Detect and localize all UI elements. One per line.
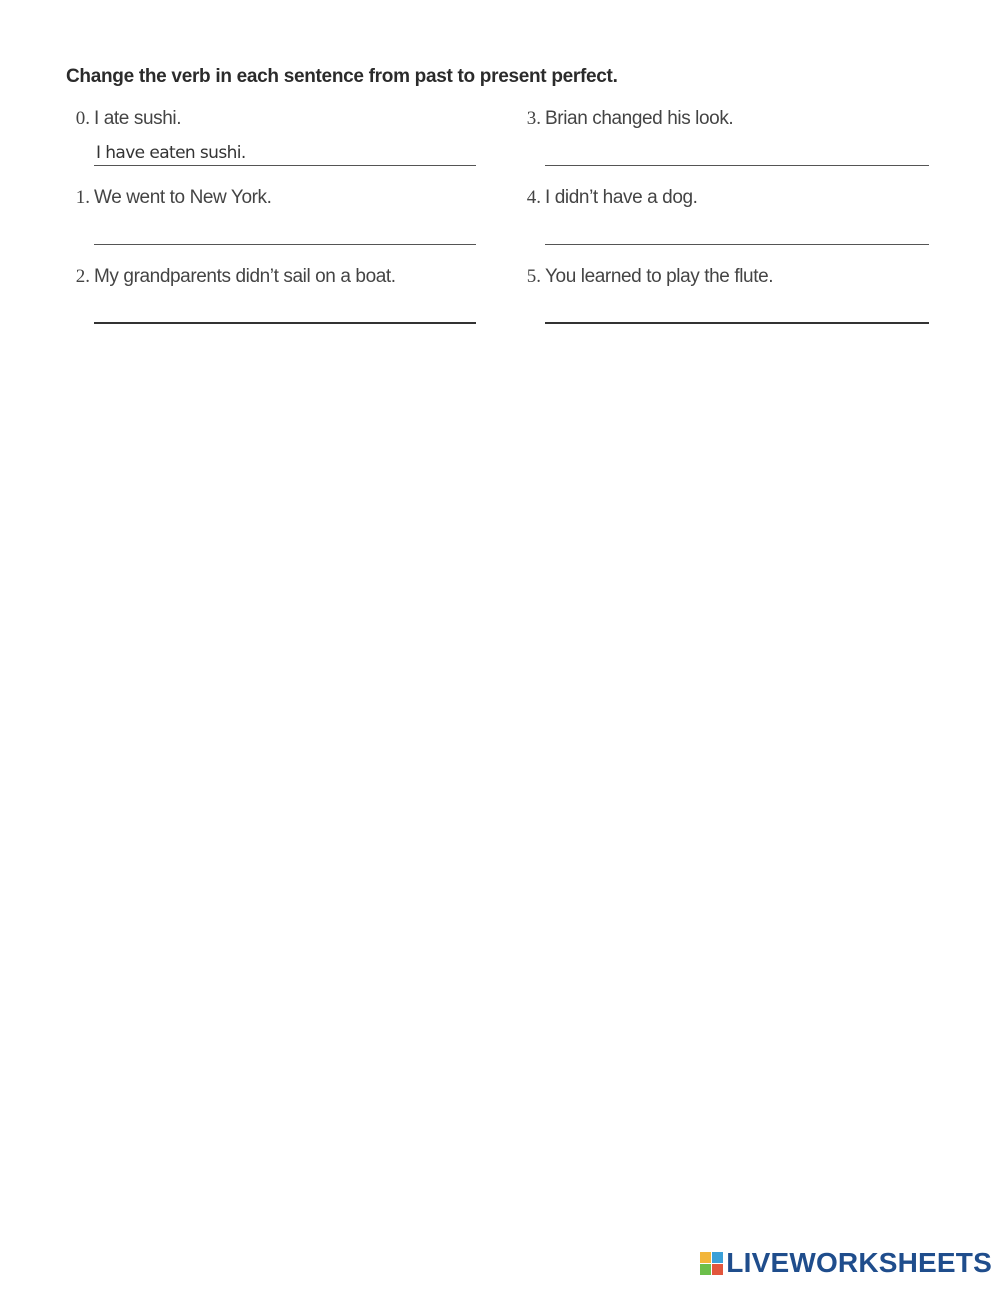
logo-mark-square <box>700 1252 711 1263</box>
exercise-item <box>517 266 917 336</box>
answer-input[interactable] <box>545 140 929 166</box>
item-sentence: You learned to play the flute. <box>545 266 774 287</box>
liveworksheets-logo <box>700 1247 992 1279</box>
exercise-item <box>66 187 466 257</box>
item-sentence: I didn’t have a dog. <box>545 187 698 208</box>
logo-mark-square <box>712 1264 723 1275</box>
logo-text: LIVEWORKSHEETS <box>726 1247 992 1278</box>
exercise-item <box>66 108 466 178</box>
answer-input[interactable] <box>94 298 476 324</box>
item-sentence: I ate sushi. <box>94 108 182 129</box>
item-number: 3. <box>526 108 541 129</box>
answer-input[interactable] <box>94 219 476 245</box>
answer-input[interactable] <box>545 298 929 324</box>
answer-input[interactable] <box>94 140 476 166</box>
logo-mark-icon <box>700 1252 723 1275</box>
logo-mark-square <box>700 1264 711 1275</box>
item-number: 0. <box>75 108 90 129</box>
instructions: Change the verb in each sentence from past to present perfect. <box>66 66 618 87</box>
item-sentence: My grandparents didn’t sail on a boat. <box>94 266 396 287</box>
exercise-item <box>66 266 466 336</box>
exercise-item <box>517 187 917 257</box>
item-sentence: We went to New York. <box>94 187 272 208</box>
exercise-item <box>517 108 917 178</box>
item-number: 1. <box>75 187 90 208</box>
logo-mark-square <box>712 1252 723 1263</box>
answer-input[interactable] <box>545 219 929 245</box>
item-sentence: Brian changed his look. <box>545 108 734 129</box>
item-number: 2. <box>75 266 90 287</box>
item-number: 5. <box>526 266 541 287</box>
item-number: 4. <box>526 187 541 208</box>
